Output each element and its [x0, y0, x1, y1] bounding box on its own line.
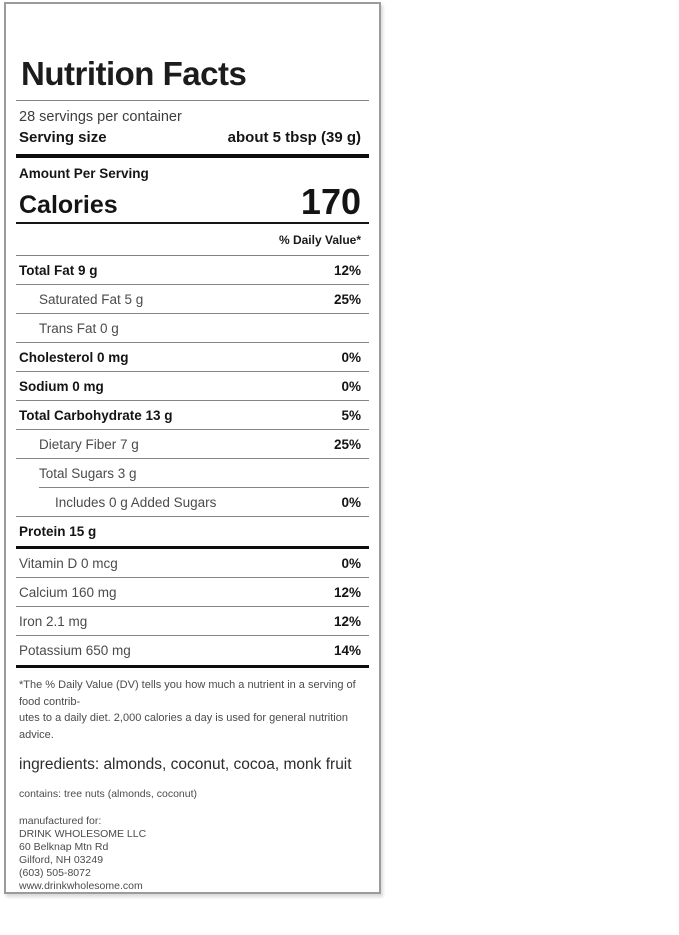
serving-size-row	[16, 128, 369, 147]
ingredients-text: ingredients: almonds, coconut, cocoa, monk fruit	[19, 756, 352, 774]
nutrient-label: Total Fat 9 g	[19, 262, 98, 278]
nutrient-label: Total Sugars 3 g	[39, 466, 137, 482]
nutrient-row-trans-fat	[16, 314, 369, 343]
title-divider	[16, 100, 369, 101]
micronutrient-row-potassium	[16, 636, 369, 665]
amount-per-serving-label: Amount Per Serving	[19, 165, 149, 181]
servings-per-container: 28 servings per container	[19, 108, 182, 125]
micronutrient-row-vitamin-d	[16, 549, 369, 578]
nutrient-label: Total Carbohydrate 13 g	[19, 407, 173, 423]
nutrient-row-dietary-fiber	[16, 430, 369, 459]
footnote-line-1: *The % Daily Value (DV) tells you how much a nutrient in a serving of food contrib-	[19, 679, 356, 708]
nutrient-label: Sodium 0 mg	[19, 378, 104, 394]
nutrient-label: Potassium 650 mg	[19, 643, 131, 659]
nutrient-label: Trans Fat 0 g	[39, 320, 119, 336]
calories-label: Calories	[19, 191, 118, 220]
nutrient-percent: 12%	[333, 262, 361, 278]
nutrient-label: Dietary Fiber 7 g	[39, 436, 139, 452]
nutrient-percent: 25%	[333, 291, 361, 307]
micronutrient-row-calcium	[16, 578, 369, 607]
nutrient-label: Saturated Fat 5 g	[39, 291, 144, 307]
nutrition-facts-label	[4, 2, 381, 894]
nutrient-percent: 0%	[341, 349, 361, 365]
label-title: Nutrition Facts	[21, 55, 247, 92]
micronutrient-row-iron	[16, 607, 369, 636]
nutrient-label: Includes 0 g Added Sugars	[55, 494, 217, 510]
nutrient-row-saturated-fat	[16, 285, 369, 314]
serving-size-value: about 5 tbsp (39 g)	[227, 128, 361, 146]
calories-value: 170	[300, 180, 361, 222]
serving-size-label: Serving size	[19, 128, 107, 146]
nutrient-label: Vitamin D 0 mcg	[19, 555, 118, 571]
thick-bar-top	[16, 154, 369, 158]
manufacturer-block	[16, 815, 369, 893]
nutrient-percent: 5%	[341, 407, 361, 423]
nutrient-row-cholesterol	[16, 343, 369, 372]
nutrient-label: Iron 2.1 mg	[19, 613, 88, 629]
nutrient-percent: 25%	[333, 436, 361, 452]
nutrient-percent: 12%	[333, 613, 361, 629]
manufacturer-website: www.drinkwholesome.com	[19, 880, 143, 893]
nutrient-label: Calcium 160 mg	[19, 584, 117, 600]
daily-value-footnote	[16, 677, 369, 743]
thick-bar-bottom	[16, 665, 369, 668]
nutrient-row-sodium	[16, 372, 369, 401]
calories-row	[16, 181, 369, 220]
nutrient-row-added-sugars	[16, 488, 369, 517]
nutrient-percent: 0%	[341, 378, 361, 394]
nutrient-row-total-carbohydrate	[16, 401, 369, 430]
nutrient-percent: 12%	[333, 584, 361, 600]
nutrient-row-total-sugars	[16, 459, 369, 488]
allergen-contains-text: contains: tree nuts (almonds, coconut)	[19, 788, 198, 801]
nutrient-percent: 0%	[341, 494, 361, 510]
nutrient-label: Cholesterol 0 mg	[19, 349, 129, 365]
daily-value-header: % Daily Value*	[16, 224, 369, 256]
footnote-line-2: utes to a daily diet. 2,000 calories a day is used for general nutrition advice.	[19, 712, 348, 741]
manufacturer-street: 60 Belknap Mtn Rd	[19, 841, 109, 854]
nutrient-row-protein	[16, 517, 369, 546]
nutrient-row-total-fat	[16, 256, 369, 285]
manufacturer-name: DRINK WHOLESOME LLC	[19, 828, 147, 841]
manufacturer-heading: manufactured for:	[19, 815, 102, 828]
nutrient-label: Protein 15 g	[19, 524, 97, 540]
manufacturer-phone: (603) 505-8072	[19, 867, 91, 880]
nutrient-percent: 14%	[333, 643, 361, 659]
manufacturer-city: Gilford, NH 03249	[19, 854, 104, 867]
nutrient-percent: 0%	[341, 555, 361, 571]
